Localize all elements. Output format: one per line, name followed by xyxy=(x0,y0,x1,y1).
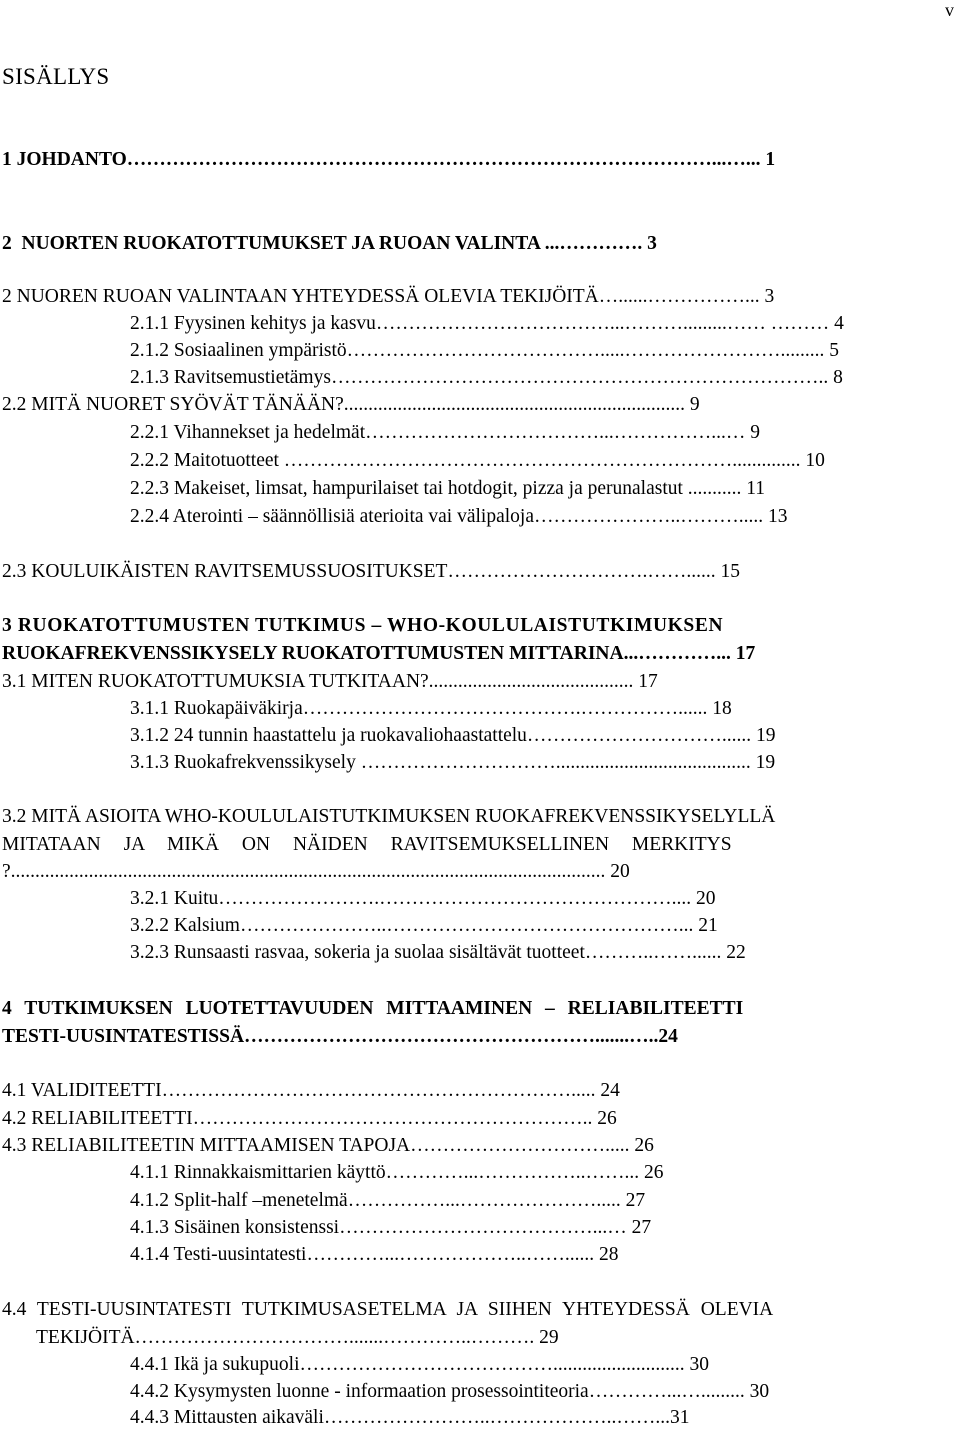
toc-entry-3-2-3: 3.2.3 Runsaasti rasvaa, sokeria ja suolaa sisältävät tuotteet………..……...... 22 xyxy=(130,942,746,963)
toc-entry-2-1-3: 2.1.3 Ravitsemustietämys………………………………………………………………….. 8 xyxy=(130,367,843,388)
toc-entry-3-1-3: 3.1.3 Ruokafrekvenssikysely …………………………........................................ 19 xyxy=(130,752,776,773)
toc-entry-3-2-1: 3.2.1 Kuitu…………………….……………………………………….... 20 xyxy=(130,888,716,909)
toc-entry-3-2-cont: MITATAAN JA MIKÄ ON NÄIDEN RAVITSEMUKSELLINEN MERKITYS xyxy=(2,834,732,855)
toc-entry-2-2: 2.2 MITÄ NUORET SYÖVÄT TÄNÄÄN?...................................................................... 9 xyxy=(2,394,700,415)
toc-entry-4-4-1: 4.4.1 Ikä ja sukupuoli…………………………………........................... 30 xyxy=(130,1354,710,1375)
toc-entry-4-1-3: 4.1.3 Sisäinen konsistenssi…………………………………...… 27 xyxy=(130,1217,652,1238)
toc-entry-4-1-2: 4.1.2 Split-half –menetelmä……………...…………………..... 27 xyxy=(130,1190,646,1211)
toc-entry-4: 4 TUTKIMUKSEN LUOTETTAVUUDEN MITTAAMINEN – RELIABILITEETTI xyxy=(2,998,744,1019)
toc-entry-1: 1 JOHDANTO………………………………………………………………………………...…... 1 xyxy=(2,149,776,170)
page-number: v xyxy=(945,0,954,20)
toc-entry-2-2-1: 2.2.1 Vihannekset ja hedelmät………………………………...……………...… 9 xyxy=(130,422,760,443)
toc-entry-2-1-2: 2.1.2 Sosiaalinen ympäristö………………………………….....……………………......... 5 xyxy=(130,340,840,361)
toc-entry-4-1: 4.1 VALIDITEETTI………………………………………………………..... 24 xyxy=(2,1080,620,1101)
toc-entry-3-2: 3.2 MITÄ ASIOITA WHO-KOULULAISTUTKIMUKSEN RUOKAFREKVENSSIKYSELYLLÄ xyxy=(2,806,776,827)
toc-entry-3-2-2: 3.2.2 Kalsium…………………..………………………………………... 21 xyxy=(130,915,718,936)
toc-entry-4-2: 4.2 RELIABILITEETTI…………………………………………………….. 26 xyxy=(2,1108,617,1129)
toc-entry-4-4: 4.4 TESTI-UUSINTATESTI TUTKIMUSASETELMA JA SIIHEN YHTEYDESSÄ OLEVIA xyxy=(2,1299,774,1320)
toc-entry-4-3: 4.3 RELIABILITEETIN MITTAAMISEN TAPOJA…………………………..... 26 xyxy=(2,1135,654,1156)
toc-entry-3-1-2: 3.1.2 24 tunnin haastattelu ja ruokavaliohaastattelu…………………………...... 19 xyxy=(130,725,776,746)
toc-entry-2-2-3: 2.2.3 Makeiset, limsat, hampurilaiset tai hotdogit, pizza ja perunalastut ........... 11 xyxy=(130,478,766,499)
toc-entry-4-4-2: 4.4.2 Kysymysten luonne - informaation prosessointiteoria…………...…......... 30 xyxy=(130,1381,770,1402)
toc-entry-3-1: 3.1 MITEN RUOKATOTTUMUKSIA TUTKITAAN?.......................................... 17 xyxy=(2,671,658,692)
toc-entry-4-1-1: 4.1.1 Rinnakkaismittarien käyttö…………...……………..……... 26 xyxy=(130,1162,664,1183)
toc-entry-3-cont: RUOKAFREKVENSSIKYSELY RUOKATOTTUMUSTEN MITTARINA...…………... 17 xyxy=(2,643,756,664)
toc-entry-2-1: 2 NUOREN RUOAN VALINTAAN YHTEYDESSÄ OLEVIA TEKIJÖITÄ…......……………... 3 xyxy=(2,286,775,307)
toc-entry-3-2-end: ?.......................................................................................................................... 20 xyxy=(2,861,630,882)
toc-entry-2-1-1: 2.1.1 Fyysinen kehitys ja kasvu………………………………...……….........…… ……… 4 xyxy=(130,313,844,334)
toc-entry-4-4-cont: TEKIJÖITÄ…………………………….......…………..………. 29 xyxy=(36,1327,559,1348)
toc-entry-3-1-1: 3.1.1 Ruokapäiväkirja…………………………………….……………...... 18 xyxy=(130,698,732,719)
toc-entry-3: 3 RUOKATOTTUMUSTEN TUTKIMUS – WHO-KOULULAISTUTKIMUKSEN xyxy=(2,615,724,636)
toc-entry-2-3: 2.3 KOULUIKÄISTEN RAVITSEMUSSUOSITUKSET………………………….……...... 15 xyxy=(2,561,740,582)
toc-entry-2: 2 NUORTEN RUOKATOTTUMUKSET JA RUOAN VALINTA ...…………. 3 xyxy=(2,233,657,254)
toc-entry-2-2-2: 2.2.2 Maitotuotteet …………………………………………………………….............. 10 xyxy=(130,450,825,471)
toc-entry-4-cont: TESTI-UUSINTATESTISSÄ……………………………………………….......…..24 xyxy=(2,1026,678,1047)
toc-entry-4-4-3: 4.4.3 Mittausten aikaväli……………………..………………..……...31 xyxy=(130,1407,690,1428)
toc-entry-4-1-4: 4.1.4 Testi-uusintatesti…………...………………..……...... 28 xyxy=(130,1244,619,1265)
toc-heading: SISÄLLYS xyxy=(2,64,110,89)
toc-entry-2-2-4: 2.2.4 Aterointi – säännöllisiä aterioita vai välipaloja…………………..………..... 13 xyxy=(130,506,788,527)
